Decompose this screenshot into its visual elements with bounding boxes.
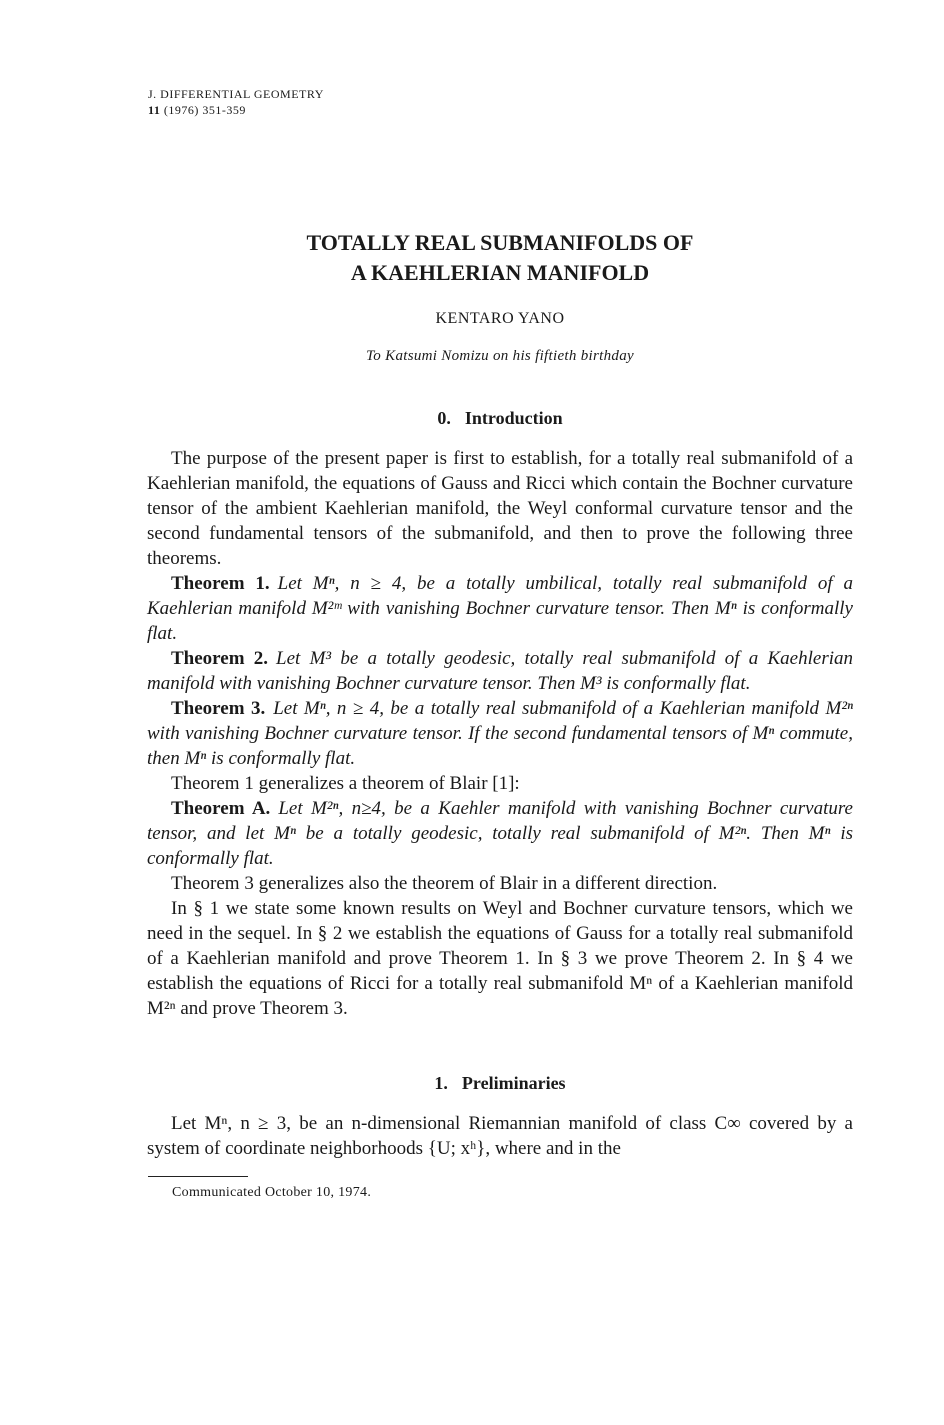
theorem-label: Theorem A.	[171, 798, 271, 819]
paragraph: In § 1 we state some known results on Weyl and Bochner curvature tensors, which we need in the sequel. In § 2 we establish the equations of Gauss for a totally real submanifold of a Kaehlerian manifold and prove Theorem 1. In § 3 we prove Theorem 2. In § 4 we establish the equations of Ricci for a totally real submanifold Mⁿ of a Kaehlerian manifold M²ⁿ and prove Theorem 3.	[147, 898, 853, 1019]
theorem-a	[147, 796, 853, 871]
paper-author: KENTARO YANO	[435, 310, 565, 327]
journal-citation	[148, 102, 324, 118]
theorem-label: Theorem 2.	[171, 648, 269, 669]
section-heading-introduction	[150, 408, 850, 429]
theorem-2	[147, 646, 853, 696]
section-number: 0.	[437, 408, 451, 428]
journal-volume: 11	[148, 103, 161, 117]
theorem-statement: Let Mⁿ, n ≥ 4, be a totally real submanifold of a Kaehlerian manifold M²ⁿ with vanishing Bochner curvature tensor. If the second fundamental tensors of Mⁿ commute, then Mⁿ is conformally flat.	[147, 698, 854, 769]
paper-title	[150, 228, 850, 288]
footnote-rule	[148, 1176, 248, 1177]
preliminaries-body	[147, 1111, 853, 1161]
theorem-statement: Let Mⁿ, n ≥ 4, be a totally umbilical, totally real submanifold of a Kaehlerian manifold M²ᵐ with vanishing Bochner curvature tensor. Then Mⁿ is conformally flat.	[147, 573, 853, 644]
paragraph: Theorem 3 generalizes also the theorem of Blair in a different direction.	[171, 873, 718, 894]
theorem-label: Theorem 1.	[171, 573, 270, 594]
dedication: To Katsumi Nomizu on his fiftieth birthday	[366, 348, 634, 364]
theorem-1	[147, 571, 853, 646]
section-title: Preliminaries	[461, 1073, 566, 1093]
journal-header	[148, 86, 324, 118]
section-heading-preliminaries	[150, 1073, 850, 1094]
journal-issue-pages: (1976) 351-359	[163, 103, 246, 117]
paragraph: Theorem 1 generalizes a theorem of Blair [1]:	[171, 773, 520, 794]
introduction-body	[147, 446, 853, 1021]
journal-name: J. DIFFERENTIAL GEOMETRY	[148, 87, 324, 101]
theorem-statement: Let M²ⁿ, n≥4, be a Kaehler manifold with vanishing Bochner curvature tensor, and let Mⁿ be a totally geodesic, totally real submanifold of M²ⁿ. Then Mⁿ is conformally flat.	[147, 798, 853, 869]
theorem-statement: Let M³ be a totally geodesic, totally real submanifold of a Kaehlerian manifold with vanishing Bochner curvature tensor. Then M³ is conformally flat.	[147, 648, 853, 694]
paper-title-line-1: TOTALLY REAL SUBMANIFOLDS OF	[306, 230, 694, 255]
footnote: Communicated October 10, 1974.	[172, 1185, 372, 1200]
paragraph: Let Mⁿ, n ≥ 3, be an n-dimensional Riemannian manifold of class C∞ covered by a system of coordinate neighborhoods {U; xʰ}, where and in the	[147, 1113, 853, 1159]
paper-title-line-2: A KAEHLERIAN MANIFOLD	[350, 260, 650, 285]
paragraph: The purpose of the present paper is first to establish, for a totally real submanifold of a Kaehlerian manifold, the equations of Gauss and Ricci which contain the Bochner curvature tensor of the ambient Kaehlerian manifold, the Weyl conformal curvature tensor and the second fundamental tensors of the submanifold, and then to prove the following three theorems.	[147, 448, 853, 569]
theorem-label: Theorem 3.	[171, 698, 266, 719]
section-number: 1.	[434, 1073, 448, 1093]
theorem-3	[147, 696, 853, 771]
section-title: Introduction	[464, 408, 563, 428]
